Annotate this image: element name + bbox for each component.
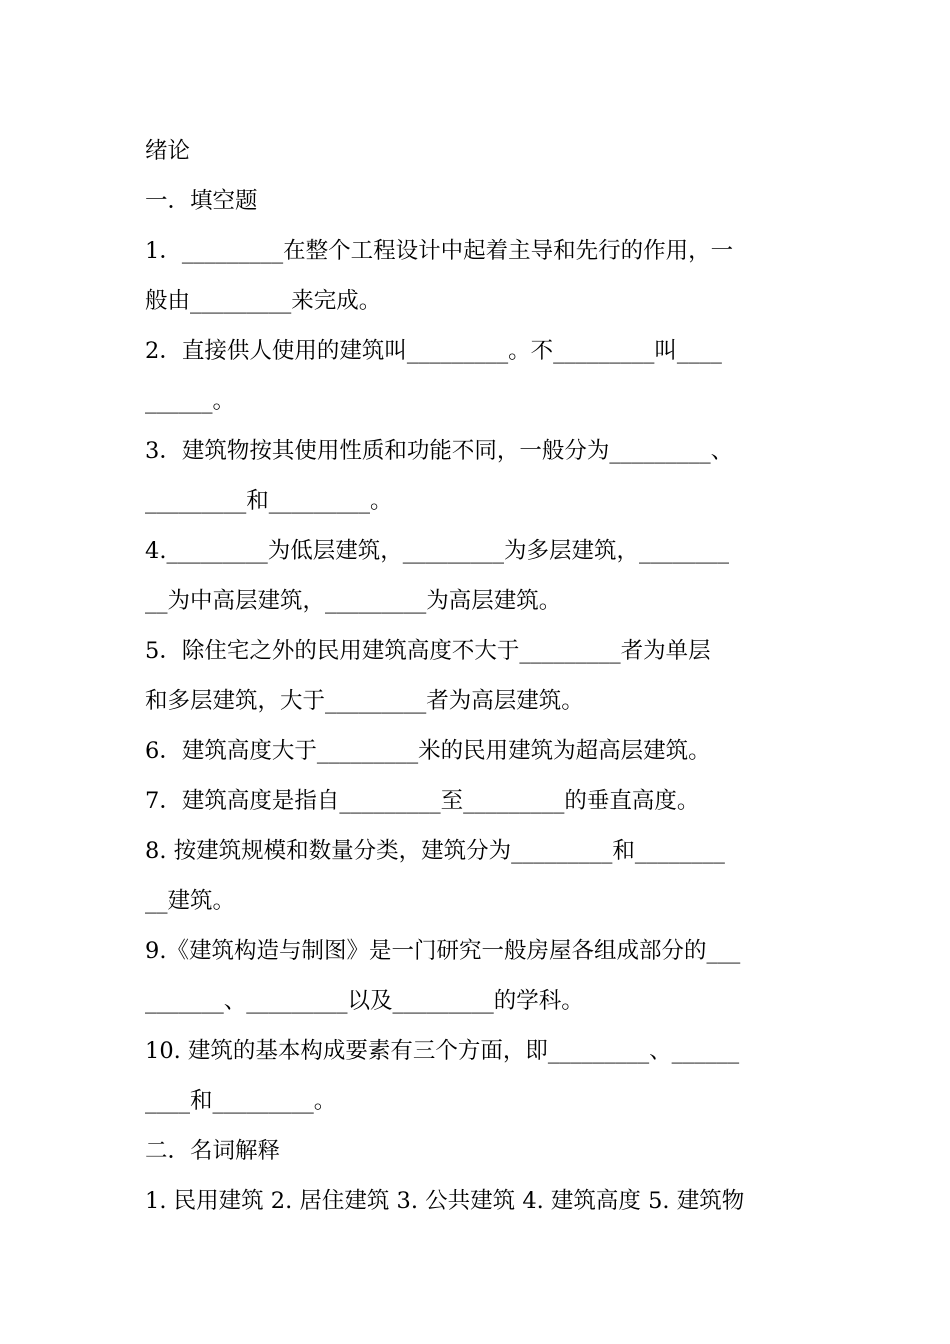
question-line: 3．建筑物按其使用性质和功能不同，一般分为_________、 — [145, 438, 734, 464]
terms-line: 1. 民用建筑 2. 居住建筑 3. 公共建筑 4. 建筑高度 5. 建筑物 — [145, 1188, 745, 1214]
question-line: __建筑。 — [145, 888, 236, 914]
document-page — [145, 126, 810, 1226]
question-line: ______。 — [145, 388, 236, 414]
question-line: 2．直接供人使用的建筑叫_________。不_________叫____ — [145, 338, 722, 364]
question-line: _______、_________以及_________的学科。 — [145, 988, 584, 1014]
chapter-title: 绪论 — [145, 138, 191, 164]
question-line: 和多层建筑，大于_________者为高层建筑。 — [145, 688, 584, 714]
question-line: 般由_________来完成。 — [145, 288, 382, 314]
section-heading-term-explanation: 二．名词解释 — [145, 1138, 281, 1164]
question-line: ____和_________。 — [145, 1088, 337, 1114]
question-line: 9.《建筑构造与制图》是一门研究一般房屋各组成部分的___ — [145, 938, 741, 964]
question-line: __为中高层建筑，_________为高层建筑。 — [145, 588, 562, 614]
question-line: 1．_________在整个工程设计中起着主导和先行的作用，一 — [145, 238, 734, 264]
question-line: 6．建筑高度大于_________米的民用建筑为超高层建筑。 — [145, 738, 711, 764]
question-line: 5．除住宅之外的民用建筑高度不大于_________者为单层 — [145, 638, 711, 664]
section-heading-fill-in-blanks: 一．填空题 — [145, 188, 258, 214]
question-line: 8. 按建筑规模和数量分类，建筑分为_________和________ — [145, 838, 725, 864]
question-line: _________和_________。 — [145, 488, 393, 514]
question-line: 4._________为低层建筑，_________为多层建筑，________ — [145, 538, 729, 564]
question-line: 10. 建筑的基本构成要素有三个方面，即_________、______ — [145, 1038, 740, 1064]
question-line: 7．建筑高度是指自_________至_________的垂直高度。 — [145, 788, 700, 814]
